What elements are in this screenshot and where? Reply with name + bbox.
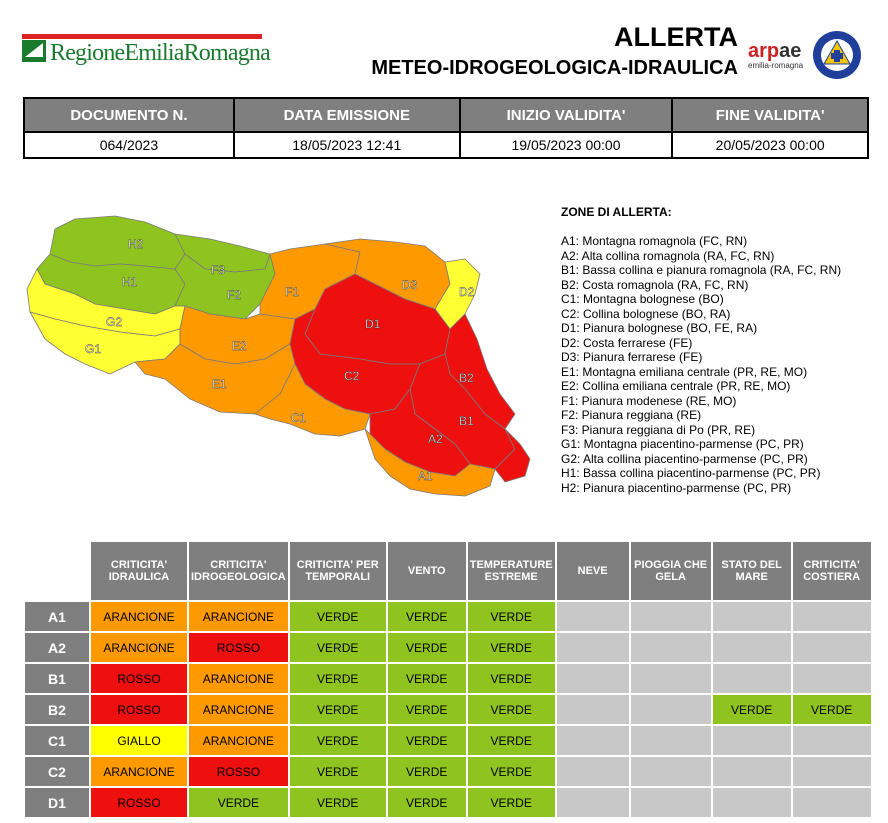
- zone-legend-item: F3: Pianura reggiana di Po (PR, RE): [561, 422, 756, 437]
- map-label-d3: D3: [402, 278, 418, 292]
- alert-level-cell: VERDE: [468, 633, 555, 662]
- header-temperature-estreme: TEMPERATURE ESTREME: [468, 542, 555, 600]
- alert-level-cell: ARANCIONE: [189, 602, 288, 631]
- header-criticita-costiera: CRITICITA' COSTIERA: [793, 542, 871, 600]
- zone-legend-item: A2: Alta collina romagnola (RA, FC, RN): [561, 248, 775, 263]
- alert-level-cell: [631, 788, 711, 817]
- alert-level-cell: ROSSO: [91, 695, 187, 724]
- alert-level-cell: ARANCIONE: [189, 726, 288, 755]
- alert-level-cell: [713, 757, 791, 786]
- alert-row: [25, 695, 871, 724]
- alert-level-cell: [631, 695, 711, 724]
- alert-level-cell: [557, 695, 629, 724]
- alert-level-cell: VERDE: [388, 788, 466, 817]
- alert-level-cell: VERDE: [468, 664, 555, 693]
- alert-level-cell: [631, 757, 711, 786]
- zone-legend-item: C2: Collina bolognese (BO, RA): [561, 306, 731, 321]
- zone-legend-item: D1: Pianura bolognese (BO, FE, RA): [561, 321, 758, 335]
- inizio-validita-value: 19/05/2023 00:00: [460, 132, 673, 158]
- alert-level-cell: [557, 602, 629, 631]
- map-label-h2: H2: [128, 237, 144, 251]
- alert-zones-map: [25, 214, 535, 504]
- map-label-f2: F2: [227, 288, 242, 302]
- map-label-f1: F1: [285, 285, 300, 299]
- alert-level-cell: [557, 757, 629, 786]
- alert-level-cell: [557, 726, 629, 755]
- map-label-d2: D2: [459, 285, 475, 299]
- alert-level-cell: [557, 664, 629, 693]
- alert-level-cell: ROSSO: [91, 788, 187, 817]
- header-inizio-validita: INIZIO VALIDITA': [460, 98, 673, 132]
- zone-legend-item: B1: Bassa collina e pianura romagnola (RA, FC, RN): [561, 263, 842, 277]
- alert-level-cell: [631, 633, 711, 662]
- zone-code-cell: B1: [25, 664, 89, 693]
- alert-level-cell: VERDE: [388, 633, 466, 662]
- map-label-d1: D1: [365, 317, 381, 331]
- header-data-emissione: DATA EMISSIONE: [234, 98, 460, 132]
- arpae-logo: arpae emilia-romagna: [748, 40, 804, 70]
- alert-level-cell: [631, 726, 711, 755]
- alert-level-cell: VERDE: [388, 664, 466, 693]
- alert-level-cell: [713, 602, 791, 631]
- alert-level-cell: [557, 633, 629, 662]
- header-neve: NEVE: [557, 542, 629, 600]
- alert-level-cell: VERDE: [713, 695, 791, 724]
- alert-level-cell: [631, 664, 711, 693]
- alert-level-cell: [713, 788, 791, 817]
- alert-level-cell: VERDE: [290, 695, 386, 724]
- alert-level-cell: VERDE: [468, 788, 555, 817]
- alert-level-cell: VERDE: [468, 695, 555, 724]
- alert-row: [25, 602, 871, 631]
- zone-legend-item: F2: Pianura reggiana (RE): [561, 408, 702, 422]
- header-stato-del-mare: STATO DEL MARE: [713, 542, 791, 600]
- alert-level-cell: GIALLO: [91, 726, 187, 755]
- zone-code-cell: A2: [25, 633, 89, 662]
- alert-level-cell: ARANCIONE: [91, 602, 187, 631]
- corner-cell: [25, 542, 89, 600]
- alert-level-cell: VERDE: [290, 788, 386, 817]
- header-documento: DOCUMENTO N.: [24, 98, 234, 132]
- map-label-b2: B2: [459, 371, 474, 385]
- alert-level-cell: VERDE: [388, 695, 466, 724]
- alert-level-cell: VERDE: [290, 633, 386, 662]
- map-label-e2: E2: [232, 339, 247, 353]
- zones-legend-list: [561, 234, 841, 495]
- alert-level-cell: VERDE: [468, 602, 555, 631]
- alert-level-cell: ROSSO: [189, 757, 288, 786]
- header-criticita-idraulica: CRITICITA' IDRAULICA: [91, 542, 187, 600]
- zone-h2: [50, 216, 185, 269]
- alert-level-cell: [713, 664, 791, 693]
- zone-legend-item: G2: Alta collina piacentino-parmense (PC, PR): [561, 451, 808, 466]
- zone-legend-item: C1: Montagna bolognese (BO): [561, 292, 724, 306]
- alert-row: [25, 726, 871, 755]
- alert-level-cell: [793, 788, 871, 817]
- map-label-a1: A1: [418, 469, 433, 483]
- header-fine-validita: FINE VALIDITA': [672, 98, 868, 132]
- map-label-a2: A2: [428, 432, 443, 446]
- alert-level-cell: VERDE: [468, 757, 555, 786]
- zone-code-cell: B2: [25, 695, 89, 724]
- alert-level-cell: ROSSO: [91, 664, 187, 693]
- document-info-table: [23, 97, 869, 159]
- alert-level-cell: VERDE: [388, 757, 466, 786]
- alert-level-cell: VERDE: [290, 602, 386, 631]
- alert-level-cell: VERDE: [388, 726, 466, 755]
- alert-level-cell: VERDE: [290, 757, 386, 786]
- alert-row: [25, 633, 871, 662]
- alert-level-cell: VERDE: [388, 602, 466, 631]
- alert-criticality-table: [23, 540, 873, 819]
- alert-level-cell: [631, 602, 711, 631]
- zone-legend-item: E1: Montagna emiliana centrale (PR, RE, MO): [561, 364, 808, 379]
- alert-level-cell: VERDE: [793, 695, 871, 724]
- map-label-f3: F3: [211, 263, 226, 277]
- map-label-c2: C2: [344, 369, 360, 383]
- zone-code-cell: D1: [25, 788, 89, 817]
- alert-level-cell: ROSSO: [189, 633, 288, 662]
- protezione-civile-logo-icon: [812, 30, 862, 80]
- alert-level-cell: ARANCIONE: [189, 695, 288, 724]
- alert-level-cell: [793, 664, 871, 693]
- alert-level-cell: ARANCIONE: [91, 757, 187, 786]
- zone-legend-item: D3: Pianura ferrarese (FE): [561, 350, 703, 364]
- documento-number: 064/2023: [24, 132, 234, 158]
- zone-legend-item: H2: Pianura piacentino-parmense (PC, PR): [561, 480, 792, 495]
- alert-row: [25, 664, 871, 693]
- zone-code-cell: C2: [25, 757, 89, 786]
- header-criticita-temporali: CRITICITA' PER TEMPORALI: [290, 542, 386, 600]
- alert-level-cell: [793, 602, 871, 631]
- alert-level-cell: VERDE: [290, 664, 386, 693]
- header-pioggia-che-gela: PIOGGIA CHE GELA: [631, 542, 711, 600]
- zone-legend-item: A1: Montagna romagnola (FC, RN): [561, 234, 748, 248]
- zone-code-cell: C1: [25, 726, 89, 755]
- fine-validita-value: 20/05/2023 00:00: [672, 132, 868, 158]
- zone-legend-item: D2: Costa ferrarese (FE): [561, 335, 693, 350]
- alert-level-cell: [713, 633, 791, 662]
- map-label-c1: C1: [291, 411, 307, 425]
- map-label-g2: G2: [106, 315, 123, 329]
- map-label-g1: G1: [85, 342, 102, 356]
- zone-legend-item: F1: Pianura modenese (RE, MO): [561, 393, 737, 408]
- alert-row: [25, 788, 871, 817]
- alert-level-cell: [793, 726, 871, 755]
- document-title: ALLERTA: [614, 22, 738, 52]
- map-label-e1: E1: [212, 377, 227, 391]
- zone-code-cell: A1: [25, 602, 89, 631]
- alert-level-cell: [713, 726, 791, 755]
- zone-legend-item: E2: Collina emiliana centrale (PR, RE, MO): [561, 379, 791, 393]
- zone-legend-item: G1: Montagna piacentino-parmense (PC, PR): [561, 437, 804, 451]
- alert-level-cell: VERDE: [468, 726, 555, 755]
- header-vento: VENTO: [388, 542, 466, 600]
- map-label-h1: H1: [122, 275, 138, 289]
- header-criticita-idrogeologica: CRITICITA' IDROGEOLOGICA: [189, 542, 288, 600]
- alert-level-cell: VERDE: [290, 726, 386, 755]
- regione-emilia-romagna-logo: RegioneEmiliaRomagna: [22, 34, 262, 39]
- map-label-b1: B1: [459, 414, 474, 428]
- document-subtitle: METEO-IDROGEOLOGICA-IDRAULICA: [371, 57, 738, 79]
- zone-legend-item: H1: Bassa collina piacentino-parmense (PC, PR): [561, 466, 821, 480]
- zone-legend-item: B2: Costa romagnola (RA, FC, RN): [561, 277, 749, 292]
- alert-level-cell: VERDE: [189, 788, 288, 817]
- alert-row: [25, 757, 871, 786]
- alert-level-cell: ARANCIONE: [91, 633, 187, 662]
- alert-level-cell: ARANCIONE: [189, 664, 288, 693]
- alert-level-cell: [793, 757, 871, 786]
- data-emissione-value: 18/05/2023 12:41: [234, 132, 460, 158]
- zones-legend-title: ZONE DI ALLERTA:: [561, 205, 672, 219]
- alert-level-cell: [557, 788, 629, 817]
- region-flag-icon: [22, 40, 46, 62]
- alert-level-cell: [793, 633, 871, 662]
